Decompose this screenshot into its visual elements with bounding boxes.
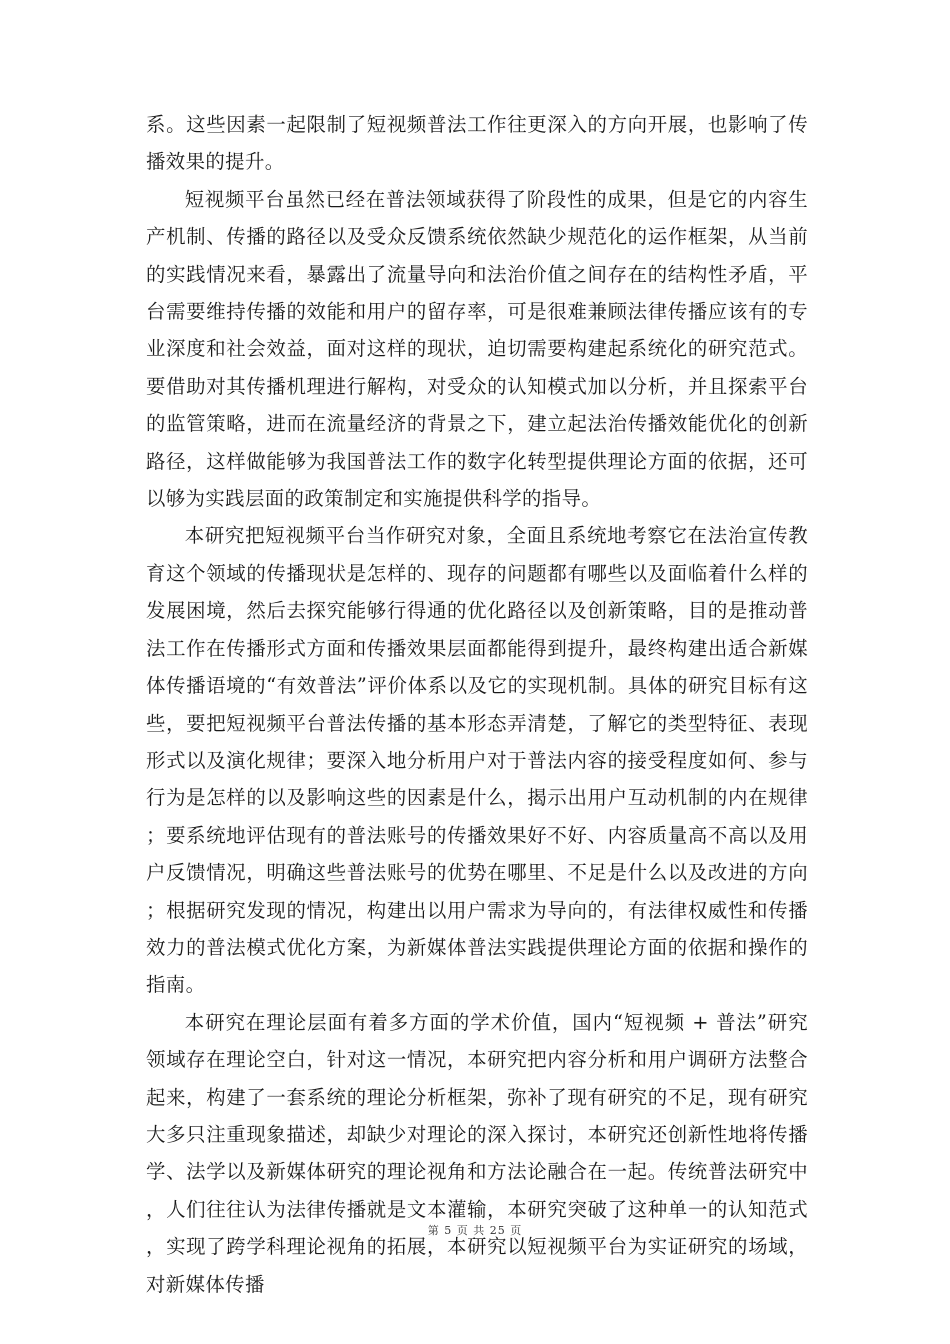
body-text: [146, 106, 808, 1303]
paragraph-theoretical-value: 本研究在理论层面有着多方面的学术价值，国内“短视频 + 普法”研究领域存在理论空白，针对这一情况，本研究把内容分析和用户调研方法整合起来，构建了一套系统的理论分析框架，弥补了现有研究的不足，现有研究大多只注重现象描述，却缺少对理论的深入探讨，本研究还创新性地将传播学、法学以及新媒体研究的理论视角和方法论融合在一起。传统普法研究中，人们往往认为法律传播就是文本灌输，本研究突破了这种单一的认知范式，实现了跨学科理论视角的拓展，本研究以短视频平台为实证研究的场域，对新媒体传播: [146, 1010, 808, 1296]
page-number-footer: 第 5 页 共 25 页: [427, 1224, 523, 1237]
paragraph-research-objectives: 本研究把短视频平台当作研究对象，全面且系统地考察它在法治宣传教育这个领域的传播现状是怎样的、现存的问题都有哪些以及面临着什么样的发展困境，然后去探究能够行得通的优化路径以及创新策略，目的是推动普法工作在传播形式方面和传播效果层面都能得到提升，最终构建出适合新媒体传播语境的“有效普法”评价体系以及它的实现机制。具体的研究目标有这些，要把短视频平台普法传播的基本形态弄清楚，了解它的类型特征、表现形式以及演化规律；要深入地分析用户对于普法内容的接受程度如何、参与行为是怎样的以及影响这些的因素是什么，揭示出用户互动机制的内在规律；要系统地评估现有的普法账号的传播效果好不好、内容质量高不高以及用户反馈情况，明确这些普法账号的优势在哪里、不足是什么以及改进的方向；根据研究发现的情况，构建出以用户需求为导向的，有法律权威性和传播效力的普法模式优化方案，为新媒体普法实践提供理论方面的依据和操作的指南。: [146, 524, 808, 997]
paragraph-research-significance: 短视频平台虽然已经在普法领域获得了阶段性的成果，但是它的内容生产机制、传播的路径以及受众反馈系统依然缺少规范化的运作框架，从当前的实践情况来看，暴露出了流量导向和法治价值之间存在的结构性矛盾，平台需要维持传播的效能和用户的留存率，可是很难兼顾法律传播应该有的专业深度和社会效益，面对这样的现状，迫切需要构建起系统化的研究范式。要借助对其传播机理进行解构，对受众的认知模式加以分析，并且探索平台的监管策略，进而在流量经济的背景之下，建立起法治传播效能优化的创新路径，这样做能够为我国普法工作的数字化转型提供理论方面的依据，还可以够为实践层面的政策制定和实施提供科学的指导。: [146, 187, 808, 511]
paragraph-continuation: 系。这些因素一起限制了短视频普法工作往更深入的方向开展，也影响了传播效果的提升。: [146, 113, 808, 174]
